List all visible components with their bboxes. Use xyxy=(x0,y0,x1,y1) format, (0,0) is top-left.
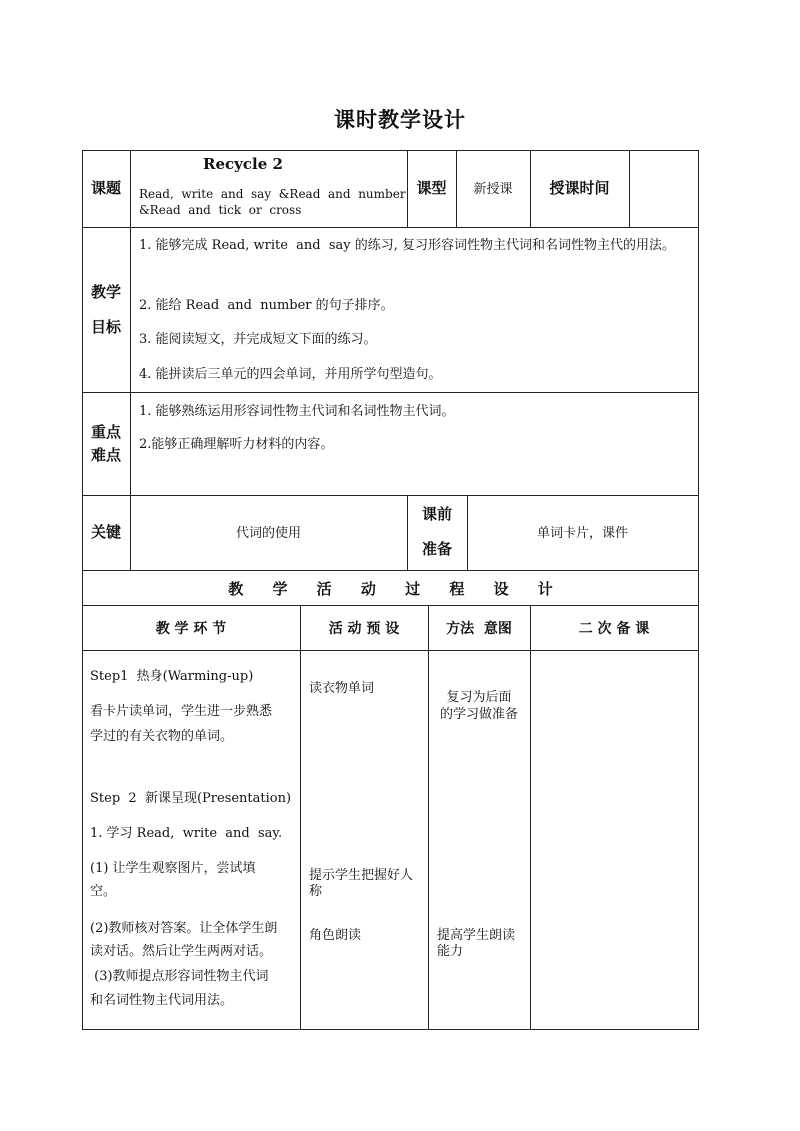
column-header-notes: 二 次 备 课 xyxy=(578,621,650,637)
topic-subtitle-line1: Read, write and say &Read and number xyxy=(139,187,406,201)
key-value: 代词的使用 xyxy=(235,526,301,541)
activity-item: 提示学生把握好人 xyxy=(309,868,414,883)
objectives-label-line2: 目标 xyxy=(90,318,121,336)
method-item: 复习为后面 xyxy=(446,690,512,705)
objective-item: 3. 能阅读短文，并完成短文下面的练习。 xyxy=(139,332,377,347)
step2-paragraph: 和名词性物主代词用法。 xyxy=(90,993,234,1008)
process-heading: 教 学 活 动 过 程 设 计 xyxy=(228,580,553,598)
prep-label-line2: 准备 xyxy=(421,540,452,558)
objective-item: 4. 能拼读后三单元的四会单词，并用所学句型造句。 xyxy=(139,367,442,382)
step1-title: Step1 热身(Warming-up) xyxy=(90,669,254,684)
step2-paragraph: 读对话。然后让学生两两对话。 xyxy=(90,944,273,959)
step2-paragraph: 空。 xyxy=(90,884,117,899)
page-title: 课时教学设计 xyxy=(334,108,466,132)
time-label: 授课时间 xyxy=(549,179,610,197)
objective-item: 2. 能给 Read and number 的句子排序。 xyxy=(139,298,394,313)
step2-paragraph: (2)教师核对答案。让全体学生朗 xyxy=(90,921,278,936)
type-label: 课型 xyxy=(416,179,447,197)
step1-text: 看卡片读单词，学生进一步熟悉 xyxy=(90,704,273,719)
key-label: 关键 xyxy=(90,523,121,541)
column-header-steps: 教 学 环 节 xyxy=(155,621,227,637)
topic-subtitle-line2: &Read and tick or cross xyxy=(139,203,302,217)
activity-item: 称 xyxy=(309,884,323,899)
step2-subtitle: 1. 学习 Read, write and say. xyxy=(90,826,283,841)
topic-title: Recycle 2 xyxy=(203,155,283,173)
step2-title: Step 2 新课呈现(Presentation) xyxy=(90,791,292,806)
activity-item: 读衣物单词 xyxy=(309,681,375,696)
method-item: 的学习做准备 xyxy=(439,707,518,722)
prep-value: 单词卡片，课件 xyxy=(536,526,628,541)
topic-label: 课题 xyxy=(90,179,121,197)
step1-text: 学过的有关衣物的单词。 xyxy=(90,729,234,744)
type-value: 新授课 xyxy=(473,182,513,197)
difficulty-item: 2.能够正确理解听力材料的内容。 xyxy=(139,437,334,452)
objective-item: 1. 能够完成 Read, write and say 的练习, 复习形容词性物主代词和名词性物主代的用法。 xyxy=(139,238,676,253)
difficulties-label-line2: 难点 xyxy=(90,446,121,464)
method-item: 能力 xyxy=(437,944,464,959)
method-item: 提高学生朗读 xyxy=(437,928,516,943)
step2-paragraph: (1) 让学生观察图片，尝试填 xyxy=(90,861,256,876)
difficulty-item: 1. 能够熟练运用形容词性物主代词和名词性物主代词。 xyxy=(139,404,455,419)
objectives-label-line1: 教学 xyxy=(90,283,121,301)
activity-item: 角色朗读 xyxy=(309,928,362,943)
prep-label-line1: 课前 xyxy=(421,505,452,523)
step2-paragraph: (3)教师提点形容词性物主代词 xyxy=(90,969,269,984)
difficulties-label-line1: 重点 xyxy=(90,423,121,441)
column-header-methods: 方法 意图 xyxy=(446,621,512,637)
column-header-activities: 活 动 预 设 xyxy=(328,621,400,637)
